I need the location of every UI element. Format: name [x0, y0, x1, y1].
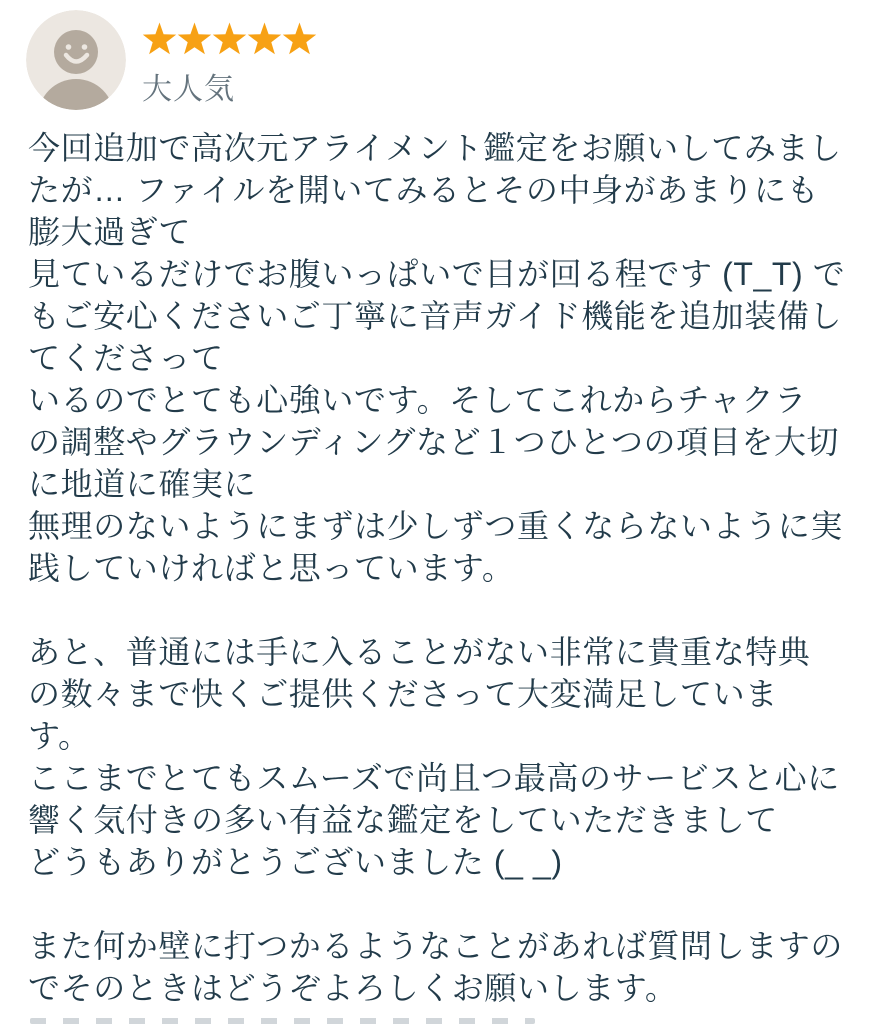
- review-text-line: 膨大過ぎて: [28, 214, 192, 250]
- avatar: [26, 10, 126, 110]
- review-text-line: [28, 883, 856, 925]
- review-text-line: に地道に確実に: [28, 466, 257, 502]
- star-rating: [142, 20, 317, 58]
- star-icon: [282, 22, 317, 56]
- person-icon: [26, 10, 126, 110]
- review-text-line: の調整やグラウンディングなど１つひとつの項目を大切: [28, 424, 840, 460]
- review-text-line: 践していければと思っています。: [28, 550, 515, 586]
- review-text-line: もご安心くださいご丁寧に音声ガイド機能を追加装備し: [28, 298, 843, 334]
- review-text-line: 見ているだけでお腹いっぱいで目が回る程です (T_T) で: [28, 256, 846, 292]
- review-header-right: [142, 10, 317, 108]
- star-icon: [212, 22, 247, 56]
- review-text-line: たが… ファイルを開いてみるとその中身があまりにも: [28, 172, 820, 208]
- clipped-text-line: [30, 1018, 535, 1024]
- star-icon: [142, 22, 177, 56]
- review-text-line: す。: [28, 718, 91, 754]
- review-text-line: どうもありがとうございました (_ _): [28, 844, 563, 880]
- star-icon: [247, 22, 282, 56]
- review-text-line: [28, 589, 856, 631]
- review-text-line: いるのでとても心強いです。そしてこれからチャクラ: [28, 382, 807, 418]
- review-text-line: 響く気付きの多い有益な鑑定をしていただきまして: [28, 802, 778, 838]
- review-text-line: でそのときはどうぞよろしくお願いします。: [28, 970, 678, 1006]
- review-text-line: ここまでとてもスムーズで尚且つ最高のサービスと心に: [28, 760, 840, 796]
- review-text-line: の数々まで快くご提供くださって大変満足していま: [28, 676, 778, 712]
- review-header: [26, 10, 317, 110]
- review-text-line: 無理のないようにまずは少しずつ重くならないように実: [28, 508, 844, 544]
- review-text-line: あと、普通には手に入ることがない非常に貴重な特典: [28, 634, 811, 670]
- review-text-line: また何か壁に打つかるようなことがあれば質問しますの: [28, 928, 844, 964]
- review-text: [28, 127, 856, 1009]
- review-text-line: てくださって: [28, 340, 224, 376]
- review-text-line: 今回追加で高次元アライメント鑑定をお願いしてみまし: [28, 130, 842, 166]
- review-title: 大人気: [142, 73, 235, 106]
- star-icon: [177, 22, 212, 56]
